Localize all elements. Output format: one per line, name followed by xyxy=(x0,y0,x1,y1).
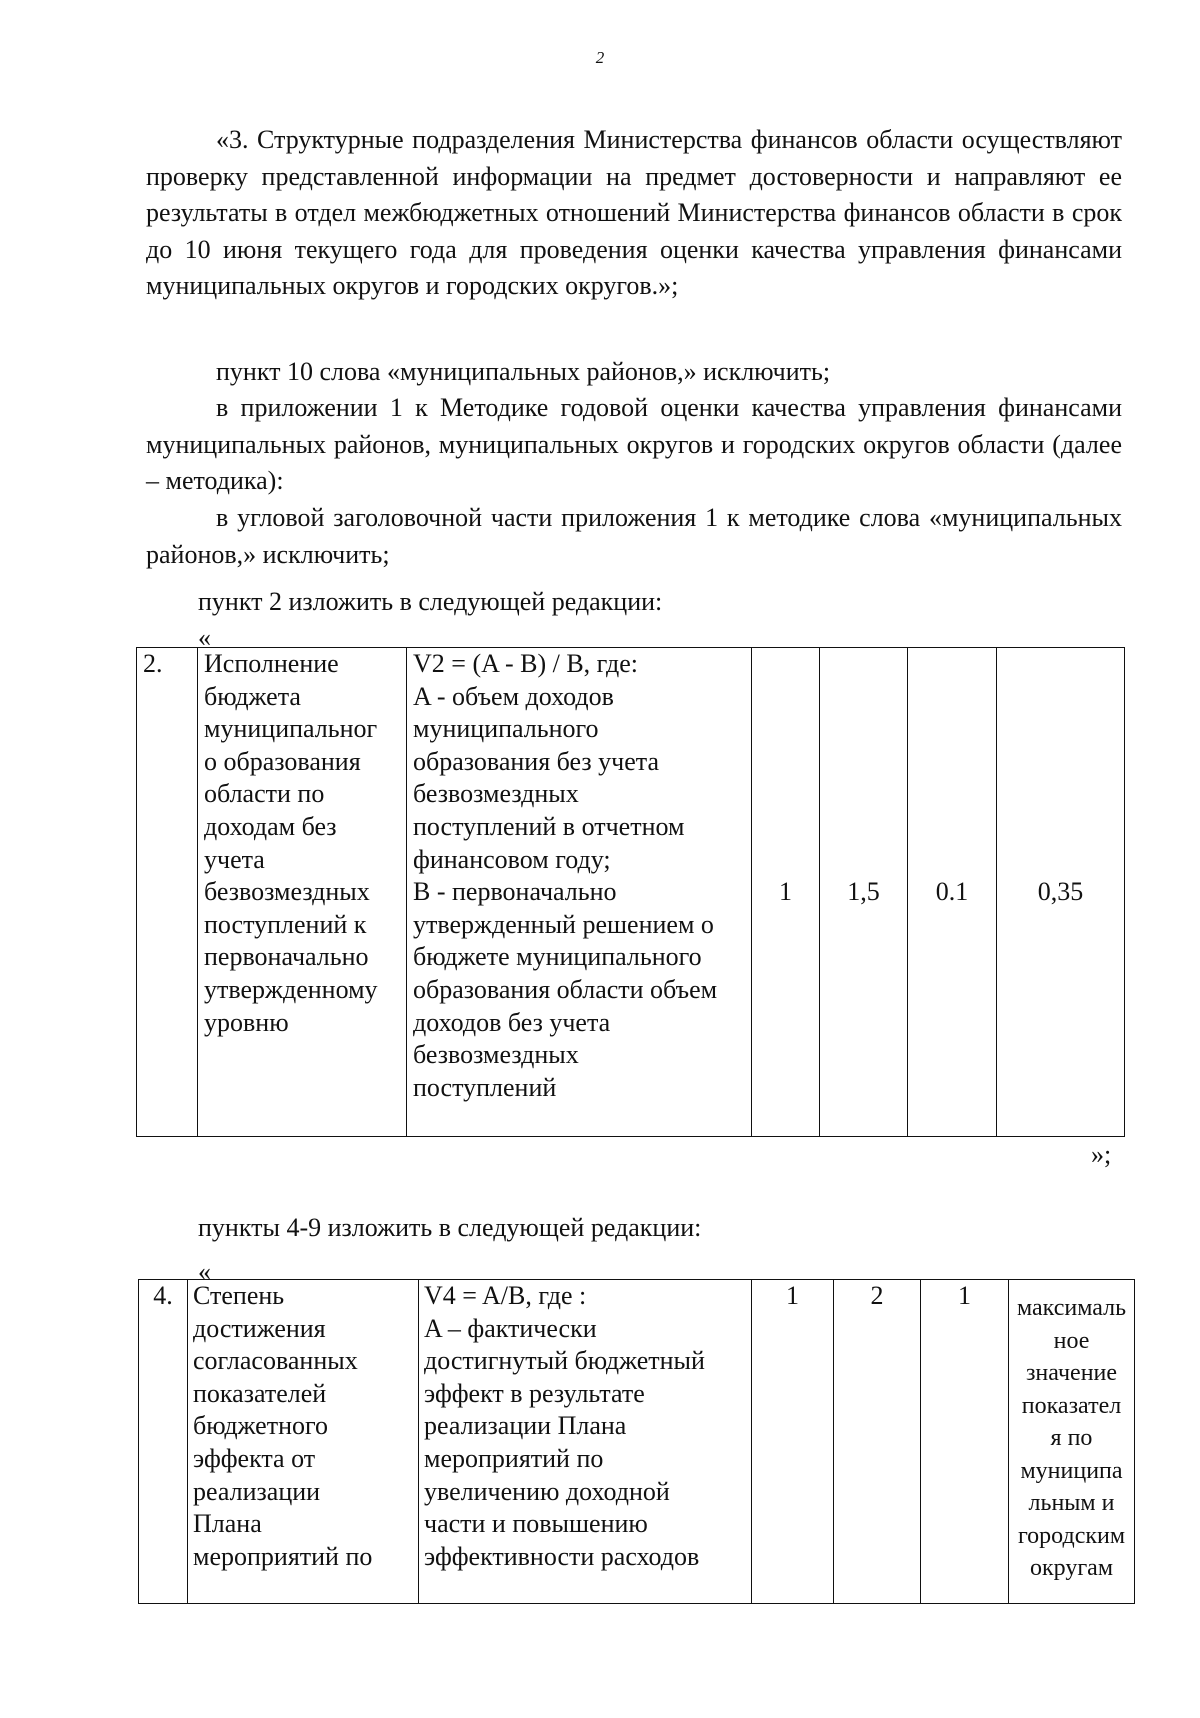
table-point4 xyxy=(138,1279,1135,1604)
open-quote-1: « xyxy=(198,623,211,652)
row-number-cell xyxy=(139,1280,188,1604)
formula-cell xyxy=(419,1280,752,1604)
formula-cell xyxy=(407,648,752,1137)
points4-9-intro: пункты 4-9 изложить в следующей редакции: xyxy=(198,1213,702,1242)
table-row xyxy=(137,648,1125,1137)
indicator-name-cell xyxy=(188,1280,419,1604)
point10-line: пункт 10 слова «муниципальных районов,» исключить; xyxy=(216,357,831,386)
page-number: 2 xyxy=(595,48,605,67)
indicator-name: Исполнение бюджета муниципальног о образования области по доходам без учета безвозмездных поступлений к первоначально утвержденному уровню xyxy=(204,649,378,1037)
corner-paragraph-text: в угловой заголовочной части приложения 1 к методике слова «муниципальных районов,» исключить; xyxy=(146,503,1122,569)
indicator-name-cell xyxy=(198,648,407,1137)
value-cell-1: 1 xyxy=(752,648,820,1137)
formula-text: V4 = A/B, где : A – фактически достигнутый бюджетный эффект в результате реализации Плана мероприятий по увеличению доходной части и повышению эффективности расходов xyxy=(424,1281,705,1571)
value-cell-3: 1 xyxy=(921,1280,1009,1604)
row-number: 2. xyxy=(143,649,163,678)
formula-text: V2 = (A - B) / B, где: A - объем доходов муниципального образования без учета безвозмездных поступлений в отчетном финансовом году; B - первоначально утвержденный решением о бюджете муниципального образования области объем доходов без учета безвозмездных поступлений xyxy=(413,649,718,1102)
value-cell-3: 0.1 xyxy=(908,648,997,1137)
corner-paragraph xyxy=(146,500,1122,573)
value-cell-1: 1 xyxy=(752,1280,834,1604)
note-cell xyxy=(1009,1280,1135,1604)
intro-paragraph-text: «3. Структурные подразделения Министерства финансов области осуществляют проверку представленной информации на предмет достоверности и направляют ее результаты в отдел межбюджетных отношений Министерства финансов области в срок до 10 июня текущего года для проведения оценки качества управления финансами муниципальных округов и городских округов.»; xyxy=(146,125,1122,300)
value-cell-2: 1,5 xyxy=(820,648,908,1137)
value-cell-2: 2 xyxy=(834,1280,921,1604)
note-text: максималь ное значение показател я по муниципа льным и городским округам xyxy=(1016,1295,1127,1581)
appendix-paragraph xyxy=(146,390,1122,500)
table-row xyxy=(139,1280,1135,1604)
point2-intro: пункт 2 изложить в следующей редакции: xyxy=(198,587,663,616)
intro-paragraph xyxy=(146,122,1122,305)
table-point2 xyxy=(136,647,1125,1137)
row-number: 4. xyxy=(153,1281,173,1310)
value-cell-4: 0,35 xyxy=(997,648,1125,1137)
appendix-paragraph-text: в приложении 1 к Методике годовой оценки качества управления финансами муниципальных районов, муниципальных округов и городских округов области (далее – методика): xyxy=(146,393,1122,495)
row-number-cell xyxy=(137,648,198,1137)
close-quote-1: »; xyxy=(1091,1140,1112,1169)
indicator-name: Степень достижения согласованных показателей бюджетного эффекта от реализации Плана мероприятий по xyxy=(193,1281,373,1571)
open-quote-2: « xyxy=(198,1257,211,1286)
